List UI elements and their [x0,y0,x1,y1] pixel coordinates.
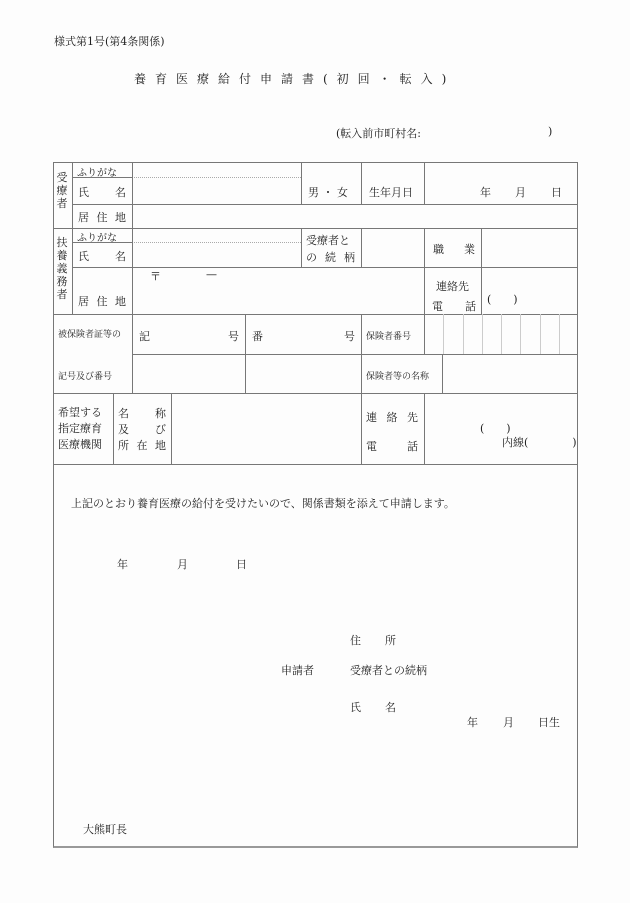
label-char: 職 [433,243,444,256]
date-year-unit: 年 [117,558,128,571]
number-label [252,328,355,344]
date-month-unit: 月 [177,558,188,571]
postal-mark: 〒 [150,270,161,283]
insurance-label-line2: 記号及び番号 [58,372,113,382]
guardian-address-label [78,293,126,309]
divider [132,177,301,178]
insurer-number-cell-divider [443,314,444,354]
insurer-number-cell-divider [540,314,541,354]
divider [132,314,133,393]
patient-furigana-field[interactable] [134,164,300,176]
divider [424,393,425,464]
label-char: 名 [115,250,126,263]
insurer-number-cell-divider [559,314,560,354]
label-char: 号 [228,330,239,343]
divider [132,242,301,243]
label-char: 電 [366,440,377,453]
applicant-name-label [350,699,396,715]
label-char: 地 [115,295,126,308]
divider [72,267,578,268]
institution-name-field[interactable] [173,395,359,462]
label-char: 居 [78,211,89,224]
divider [361,314,362,464]
birth-month-unit: 月 [515,186,526,199]
relation-label-line2 [306,249,355,265]
label-char: 名 [118,407,129,420]
institution-extension-field[interactable]: 内線( ) [502,436,577,449]
relation-field[interactable] [363,230,422,265]
label-char: 在 [136,439,148,452]
guardian-name-label [78,248,126,264]
guardian-section-label: 扶養義務者 [56,236,68,301]
label-char: 住 [350,634,361,647]
date-day-unit: 日 [236,558,247,571]
label-char: 記 [139,330,150,343]
birth-year-unit: 年 [480,186,491,199]
occupation-label [433,241,475,257]
institution-phone-field[interactable]: ( ) [480,422,511,435]
guardian-address-field[interactable] [134,282,422,312]
label-char: 話 [407,440,418,453]
institution-name-label-3 [118,437,166,453]
label-char: 居 [78,295,89,308]
birthdate-label: 生年月日 [369,186,413,199]
divider [481,228,482,314]
label-char: 絡 [386,411,398,424]
gender-select[interactable]: 男 ・ 女 [308,186,348,199]
divider [424,314,425,354]
label-char: 番 [252,330,263,343]
declaration-statement: 上記のとおり養育医療の給付を受けたいので、関係書類を添えて申請します。 [71,497,455,510]
label-char: 連 [366,411,377,424]
label-char: 住 [96,295,108,308]
label-line: 指定療育 [58,422,102,435]
label-char: 電 [432,300,443,313]
institution-name-label-2 [118,421,166,437]
patient-address-field[interactable] [134,206,576,226]
form-number: 様式第1号(第4条関係) [54,35,165,48]
patient-section-label: 受療者 [56,171,68,210]
label-char: 氏 [78,250,89,263]
occupation-field[interactable] [483,230,576,265]
institution-contact-label [366,409,418,425]
guardian-furigana-field[interactable] [134,230,300,241]
label-char: 業 [464,243,475,256]
patient-name-label [78,184,126,200]
insurer-name-label: 保険者等の名称 [366,372,430,382]
insurer-number-cell-divider [501,314,502,354]
insurer-number-cell-divider [482,314,483,354]
page-title: 養育医療給付申請書(初回・転入) [134,72,456,86]
divider [361,162,362,204]
applicant-birth-month-unit: 月 [503,716,514,729]
divider [72,204,578,205]
institution-label [58,405,102,453]
divider [442,354,443,393]
label-char: 続 [325,251,336,264]
institution-name-label-1 [118,405,166,421]
guardian-name-field[interactable] [134,244,300,266]
divider [72,162,73,314]
divider [424,228,425,314]
label-char: 名 [385,701,396,714]
label-char: 先 [407,411,418,424]
label-char: 称 [155,407,166,420]
insurer-number-label: 保険者番号 [366,332,412,342]
institution-phone-label [366,438,418,454]
label-char: 号 [344,330,355,343]
divider [301,162,302,204]
divider [53,393,578,394]
number-field[interactable] [247,356,359,391]
symbol-field[interactable] [134,356,243,391]
prev-municipality-close: ) [548,125,553,138]
label-line: 希望する [58,406,102,419]
prev-municipality [336,125,553,141]
label-char: 氏 [78,186,89,199]
label-char: 柄 [344,251,355,264]
divider [113,393,114,464]
label-char: 所 [118,439,129,452]
insurer-name-field[interactable] [444,356,576,391]
divider [361,228,362,267]
birth-day-unit: 日 [551,186,562,199]
guardian-phone-label [432,298,476,314]
applicant-birth-day-unit: 日生 [538,716,560,729]
label-char: 所 [385,634,396,647]
insurer-number-cell-divider [520,314,521,354]
label-char: 及 [118,423,129,436]
divider [171,393,172,464]
patient-name-field[interactable] [134,179,300,203]
insurance-label-line1: 被保険者証等の [58,330,122,340]
relation-label-line1: 受療者と [306,234,350,247]
applicant-label: 申請者 [281,664,314,677]
divider [53,464,578,465]
label-char: の [306,251,317,264]
guardian-phone-field[interactable]: ( ) [487,293,518,306]
label-char: 地 [155,439,166,452]
divider [424,162,425,204]
label-char: 地 [115,211,126,224]
label-char: 話 [465,300,476,313]
guardian-contact-label: 連絡先 [436,280,469,293]
label-char: 氏 [350,701,361,714]
addressee: 大熊町長 [83,823,127,836]
label-line: 医療機関 [58,438,102,451]
insurer-number-cell-divider [463,314,464,354]
divider [132,354,578,355]
divider [132,162,133,314]
prev-municipality-label: (転入前市町村名: [336,127,421,140]
guardian-furigana-label: ふりがな [77,233,117,244]
divider [301,228,302,267]
label-char: 住 [96,211,108,224]
patient-furigana-label: ふりがな [77,168,117,179]
applicant-address-label [350,632,396,648]
divider [245,314,246,393]
label-char: び [155,423,166,436]
symbol-label [139,328,239,344]
patient-address-label [78,209,126,225]
label-char: 名 [115,186,126,199]
applicant-birth-year-unit: 年 [467,716,478,729]
applicant-relation-label: 受療者との続柄 [350,664,427,677]
postal-dash: — [206,268,217,281]
